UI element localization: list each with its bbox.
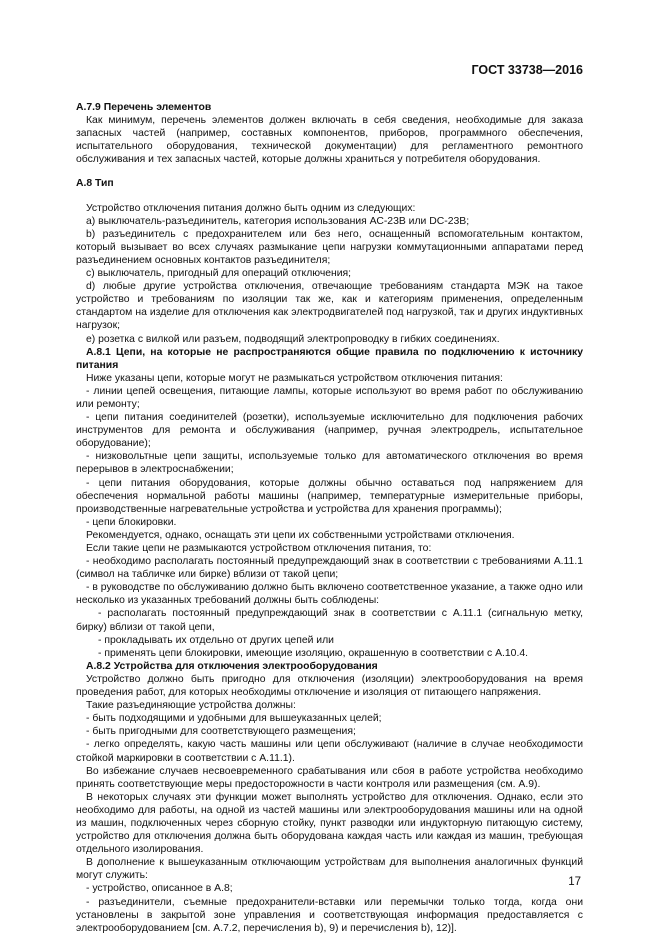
list-item: - цепи питания оборудования, которые должны обычно оставаться под напряжением для обеспечения нормальной работы машины (например, температурные измерительные приборы, производственные нагревательные устройства и устройства для хранения программы); <box>76 477 583 515</box>
list-item: - низковольтные цепи защиты, используемые только для автоматического отключения во время перерывов в электроснабжении; <box>76 451 583 476</box>
list-item: - цепи питания соединителей (розетки), используемые исключительно для подключения рабочих инструментов для ремонта и обслуживания (например, ручная электродрель, испытательное оборудование); <box>76 412 583 450</box>
list-item: - прокладывать их отдельно от других цепей или <box>98 634 334 646</box>
list-item: d) любые другие устройства отключения, отвечающие требованиям стандарта МЭК на такое устройство и требованиям по изоляции так же, как и категориям применения, определенным стандартом на изделие для отключения как электродвигателей под нагрузкой, так и других индуктивных нагрузок; <box>76 281 583 332</box>
paragraph: В дополнение к вышеуказанным отключающим устройствам для выполнения аналогичных функций могут служить: <box>76 857 583 882</box>
section-title-a82: А.8.2 Устройства для отключения электрооборудования <box>86 660 378 672</box>
paragraph: Рекомендуется, однако, оснащать эти цепи их собственными устройствами отключения. <box>86 529 515 541</box>
list-item: - легко определять, какую часть машины или цепи обслуживают (наличие в случае необходимости стойкой маркировки в соответствии с А.11.1). <box>76 739 583 764</box>
paragraph: Во избежание случаев несвоевременного срабатывания или сбоя в работе устройства необходимо принять соответствующие меры предосторожности в части контроля или размещения (см. А.9). <box>76 765 583 790</box>
paragraph: Ниже указаны цепи, которые могут не размыкаться устройством отключения питания: <box>86 372 503 384</box>
list-item: - необходимо располагать постоянный предупреждающий знак в соответствии с требованиями А.11.1 (символ на табличке или бирке) вблизи от такой цепи; <box>76 556 583 581</box>
list-item: - применять цепи блокировки, имеющие изоляцию, окрашенную в соответствии с А.10.4. <box>98 647 528 659</box>
paragraph: Такие разъединяющие устройства должны: <box>86 700 296 712</box>
list-item: - в руководстве по обслуживанию должно быть включено соответственное указание, а также одно или несколько из указанных требований должны быть соблюдены: <box>76 582 583 607</box>
list-item: a) выключатель-разъединитель, категория использования АС-23В или DC-23В; <box>86 215 470 227</box>
list-item: - быть подходящими и удобными для вышеуказанных целей; <box>86 713 382 725</box>
page-number: 17 <box>568 876 581 888</box>
list-item: e) розетка с вилкой или разъем, подводящий электропроводку в гибких соединениях. <box>86 333 500 345</box>
paragraph: В некоторых случаях эти функции может выполнять устройство для отключения. Однако, если это необходимо для работы, на одной из частей машины или электрооборудования машины или на одной из машин, подключенных через сборную стойку, пункт разводки или индукторную питающую систему, устройство для отключения должна быть оборудована каждая часть или каждая из машин, требующая отдельного изолирования. <box>76 791 583 856</box>
list-item: - располагать постоянный предупреждающий знак в соответствии с А.11.1 (сигнальную метку, бирку) вблизи от такой цепи, <box>76 608 583 633</box>
list-item: - быть пригодными для соответствующего размещения; <box>86 726 356 738</box>
list-item: - цепи блокировки. <box>86 516 177 528</box>
section-title-a8: А.8 Тип <box>76 178 114 190</box>
paragraph: Устройство отключения питания должно быть одним из следующих: <box>86 202 416 214</box>
list-item: c) выключатель, пригодный для операций отключения; <box>86 268 352 280</box>
page-content <box>76 101 583 935</box>
document-code: ГОСТ 33738—2016 <box>471 63 583 77</box>
paragraph: Устройство должно быть пригодно для отключения (изоляции) электрооборудования на время проведения работ, для которых необходимы отключение и изоляция от питающего напряжения. <box>76 673 583 699</box>
paragraph: Как минимум, перечень элементов должен включать в себя сведения, необходимые для заказа запасных частей (например, составных компонентов, приборов, программного обеспечения, испытательного оборудования, технической документации) для регламентного ремонтного обслуживания и тех запасных частей, которые должны храниться у потребителя оборудования. <box>76 115 583 166</box>
list-item: b) разъединитель с предохранителем или без него, оснащенный вспомогательным контактом, который вызывает во всех случаях размыкание цепи нагрузки коммутационными аппаратами перед разъединением основных контактов разъединителя; <box>76 228 583 266</box>
list-item: - линии цепей освещения, питающие лампы, которые используют во время работ по обслуживанию или ремонту; <box>76 385 583 410</box>
list-item: - устройство, описанное в А.8; <box>86 883 233 895</box>
section-title-a79: А.7.9 Перечень элементов <box>76 102 212 113</box>
section-title-a81: А.8.1 Цепи, на которые не распространяются общие правила по подключению к источнику питания <box>76 346 583 371</box>
paragraph: Если такие цепи не размыкаются устройством отключения питания, то: <box>86 543 432 554</box>
list-item: - разъединители, съемные предохранители-вставки или перемычки только тогда, когда они установлены в закрытой зоне управления и соответствующая информация предоставляется с электрооборудованием [см. А.7.2, перечисления b), 9) и перечисления b), 12)]. <box>76 896 583 934</box>
